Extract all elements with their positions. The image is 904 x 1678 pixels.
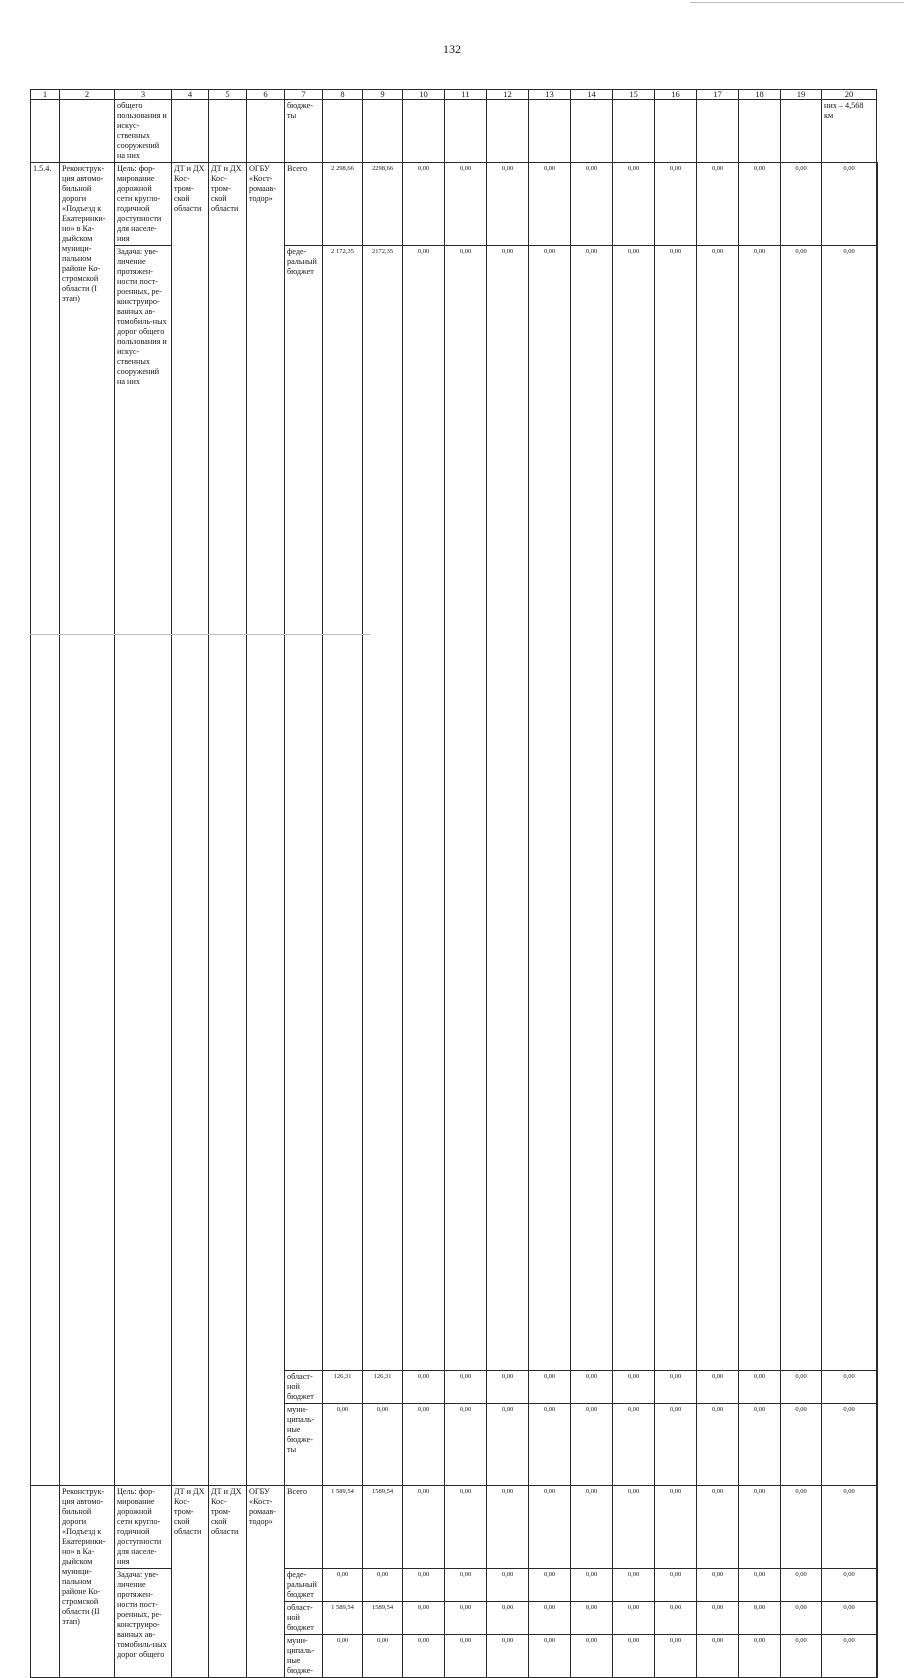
continuation-source-text: бюдже-ты <box>285 100 323 163</box>
column-header-6: 6 <box>247 90 285 100</box>
s2-amount-year: 1589,54 <box>363 1486 403 1569</box>
s1-amount-cell: 0,00 <box>487 1371 529 1404</box>
s2-amount-cell: 0,00 <box>781 1486 822 1569</box>
s2-amount-cell: 0,00 <box>487 1635 529 1678</box>
column-header-12: 12 <box>487 90 529 100</box>
continuation-result-text: них – 4,568 км <box>822 100 877 163</box>
s2-amount-cell: 0,00 <box>613 1569 655 1602</box>
s2-amount-cell: 0,00 <box>571 1486 613 1569</box>
column-header-18: 18 <box>739 90 781 100</box>
page-number: 132 <box>443 42 461 56</box>
s2-amount-cell: 0,00 <box>403 1486 445 1569</box>
s1-amount-cell: 0,00 <box>529 246 571 1371</box>
s1-amount-cell: 0,00 <box>739 1404 781 1486</box>
s1-amount-cell: 0,00 <box>403 163 445 246</box>
s2-amount-cell: 0,00 <box>655 1602 697 1635</box>
s2-amount-cell: 0,00 <box>487 1486 529 1569</box>
s2-amount-total: 1 589,54 <box>323 1602 363 1635</box>
s1-amount-cell: 0,00 <box>613 163 655 246</box>
s1-goal-text: Цель: фор-мирование дорожной сети кругло-годичной доступности для населе-ния <box>115 163 172 246</box>
s2-amount-cell: 0,00 <box>822 1635 877 1678</box>
s2-amount-cell: 0,00 <box>781 1569 822 1602</box>
continuation-task-text: общего пользования и искус-ственных сооружений на них <box>115 100 172 163</box>
s2-amount-cell: 0,00 <box>822 1486 877 1569</box>
s2-amount-cell: 0,00 <box>445 1635 487 1678</box>
s2-amount-cell: 0,00 <box>445 1569 487 1602</box>
s2-amount-cell: 0,00 <box>822 1569 877 1602</box>
s2-amount-cell: 0,00 <box>529 1635 571 1678</box>
s2-amount-cell: 0,00 <box>571 1569 613 1602</box>
column-header-15: 15 <box>613 90 655 100</box>
s2-amount-year: 0,00 <box>363 1635 403 1678</box>
s2-amount-cell: 0,00 <box>445 1602 487 1635</box>
s1-amount-cell: 0,00 <box>487 163 529 246</box>
column-header-20: 20 <box>822 90 877 100</box>
s2-funding-source: муни-ципаль-ные бюдже- <box>285 1635 323 1678</box>
s1-amount-total: 2 298,66 <box>323 163 363 246</box>
s1-amount-cell: 0,00 <box>822 246 877 1371</box>
s1-amount-cell: 0,00 <box>445 163 487 246</box>
s2-customer: ДТ и ДХ Кос-тром-ской области <box>172 1486 209 1678</box>
s2-amount-cell: 0,00 <box>655 1569 697 1602</box>
s1-amount-total: 2 172,35 <box>323 246 363 1371</box>
scan-top-edge-line <box>690 2 904 3</box>
column-header-19: 19 <box>781 90 822 100</box>
s1-amount-cell: 0,00 <box>655 246 697 1371</box>
s1-amount-cell: 0,00 <box>571 1371 613 1404</box>
s1-amount-cell: 0,00 <box>403 246 445 1371</box>
s1-amount-cell: 0,00 <box>781 1371 822 1404</box>
s2-amount-cell: 0,00 <box>529 1569 571 1602</box>
s2-amount-cell: 0,00 <box>739 1602 781 1635</box>
s1-amount-cell: 0,00 <box>739 163 781 246</box>
s1-amount-cell: 0,00 <box>613 246 655 1371</box>
column-header-9: 9 <box>363 90 403 100</box>
s2-amount-year: 1589,54 <box>363 1602 403 1635</box>
column-header-13: 13 <box>529 90 571 100</box>
s1-amount-cell: 0,00 <box>571 246 613 1371</box>
column-header-16: 16 <box>655 90 697 100</box>
s2-funding-source: феде-ральный бюджет <box>285 1569 323 1602</box>
s1-amount-cell: 0,00 <box>697 246 739 1371</box>
column-header-5: 5 <box>209 90 247 100</box>
s1-funding-row <box>31 246 878 1371</box>
s1-amount-cell: 0,00 <box>487 246 529 1371</box>
s1-amount-cell: 0,00 <box>529 163 571 246</box>
column-header-2: 2 <box>60 90 115 100</box>
s1-amount-cell: 0,00 <box>781 246 822 1371</box>
s1-amount-cell: 0,00 <box>571 163 613 246</box>
s1-amount-cell: 0,00 <box>739 1371 781 1404</box>
s1-amount-year: 0,00 <box>363 1404 403 1486</box>
s2-amount-cell: 0,00 <box>613 1602 655 1635</box>
s2-funding-row <box>31 1486 878 1569</box>
s2-goal-text: Цель: фор-мирование дорожной сети кругло-годичной доступности для населе-ния <box>115 1486 172 1569</box>
s2-event-name: Реконструк-ция автомо-бильной дороги «Подъезд к Екатеринки-но» в Ка-дыйском муници-пальном районе Ко-стромской области (II этап) <box>60 1486 115 1678</box>
s1-funding-source: област-ной бюджет <box>285 1371 323 1404</box>
s2-result-empty <box>877 1486 878 1678</box>
column-header-14: 14 <box>571 90 613 100</box>
s1-task-text: Задача: уве-личение протяжен-ности пост-роенных, ре-конструиро-ванных ав-томобиль-ных дорог общего пользования и искус-ственных сооружений на них <box>115 246 172 1486</box>
s2-executor: ОГБУ «Кост-ромаав-тодор» <box>247 1486 285 1678</box>
s1-executor: ОГБУ «Кост-ромаав-тодор» <box>247 163 285 1486</box>
s2-amount-total: 1 589,54 <box>323 1486 363 1569</box>
s2-amount-cell: 0,00 <box>403 1635 445 1678</box>
s1-amount-cell: 0,00 <box>822 1371 877 1404</box>
s2-amount-cell: 0,00 <box>613 1635 655 1678</box>
s1-amount-cell: 0,00 <box>655 163 697 246</box>
s2-amount-year: 0,00 <box>363 1569 403 1602</box>
s2-amount-cell: 0,00 <box>529 1486 571 1569</box>
s2-amount-cell: 0,00 <box>487 1602 529 1635</box>
column-header-11: 11 <box>445 90 487 100</box>
s1-event-name: Реконструк-ция автомо-бильной дороги «Подъезд к Екатеринки-но» в Ка-дыйском муници-пальном районе Ко-стромской области (I этап) <box>60 163 115 1486</box>
s2-amount-cell: 0,00 <box>655 1635 697 1678</box>
s1-amount-cell: 0,00 <box>822 1404 877 1486</box>
s1-amount-cell: 0,00 <box>445 246 487 1371</box>
s2-task-text: Задача: уве-личение протяжен-ности пост-роенных, ре-конструиро-ванных ав-томобиль-ных дорог общего <box>115 1569 172 1678</box>
s2-item-number <box>31 1486 60 1678</box>
s1-amount-cell: 0,00 <box>445 1404 487 1486</box>
s1-amount-cell: 0,00 <box>655 1371 697 1404</box>
s2-amount-cell: 0,00 <box>403 1602 445 1635</box>
s2-amount-cell: 0,00 <box>571 1602 613 1635</box>
column-header-7: 7 <box>285 90 323 100</box>
s1-amount-total: 0,00 <box>323 1404 363 1486</box>
s1-item-number: 1.5.4. <box>31 163 60 1486</box>
s2-amount-total: 0,00 <box>323 1635 363 1678</box>
s2-funding-source: област-ной бюджет <box>285 1602 323 1635</box>
s1-amount-cell: 0,00 <box>613 1371 655 1404</box>
s1-amount-cell: 0,00 <box>655 1404 697 1486</box>
s1-amount-year: 126,31 <box>363 1371 403 1404</box>
s2-funding-source: Всего <box>285 1486 323 1569</box>
continuation-row <box>31 100 878 163</box>
s2-amount-cell: 0,00 <box>697 1602 739 1635</box>
s1-amount-cell: 0,00 <box>529 1404 571 1486</box>
s2-amount-cell: 0,00 <box>403 1569 445 1602</box>
s1-result-text <box>877 163 878 1486</box>
column-header-10: 10 <box>403 90 445 100</box>
s1-amount-cell: 0,00 <box>697 1371 739 1404</box>
scan-bottom-edge-line <box>30 634 370 635</box>
s1-amount-cell: 0,00 <box>529 1371 571 1404</box>
s2-coordinator: ДТ и ДХ Кос-тром-ской области <box>209 1486 247 1678</box>
s2-amount-cell: 0,00 <box>697 1569 739 1602</box>
s1-amount-cell: 0,00 <box>487 1404 529 1486</box>
s1-amount-cell: 0,00 <box>403 1371 445 1404</box>
s1-funding-source: муни-ципаль-ные бюдже-ты <box>285 1404 323 1486</box>
s1-amount-cell: 0,00 <box>445 1371 487 1404</box>
column-header-3: 3 <box>115 90 172 100</box>
s2-amount-cell: 0,00 <box>739 1635 781 1678</box>
s1-amount-cell: 0,00 <box>697 1404 739 1486</box>
s1-amount-year: 2172,35 <box>363 246 403 1371</box>
s2-amount-total: 0,00 <box>323 1569 363 1602</box>
s2-amount-cell: 0,00 <box>655 1486 697 1569</box>
s2-amount-cell: 0,00 <box>487 1569 529 1602</box>
s2-amount-cell: 0,00 <box>697 1635 739 1678</box>
s1-amount-cell: 0,00 <box>739 246 781 1371</box>
column-header-8: 8 <box>323 90 363 100</box>
s2-amount-cell: 0,00 <box>697 1486 739 1569</box>
column-header-1: 1 <box>31 90 60 100</box>
s1-amount-cell: 0,00 <box>571 1404 613 1486</box>
s1-coordinator: ДТ и ДХ Кос-тром-ской области <box>209 163 247 1486</box>
s1-amount-cell: 0,00 <box>822 163 877 246</box>
s1-funding-source: феде-ральный бюджет <box>285 246 323 1371</box>
budget-table <box>30 89 878 1678</box>
s2-amount-cell: 0,00 <box>739 1486 781 1569</box>
s2-amount-cell: 0,00 <box>613 1486 655 1569</box>
s1-amount-cell: 0,00 <box>781 163 822 246</box>
s2-amount-cell: 0,00 <box>529 1602 571 1635</box>
s1-amount-cell: 0,00 <box>697 163 739 246</box>
s2-amount-cell: 0,00 <box>445 1486 487 1569</box>
column-header-4: 4 <box>172 90 209 100</box>
s2-amount-cell: 0,00 <box>739 1569 781 1602</box>
s2-amount-cell: 0,00 <box>571 1635 613 1678</box>
s1-amount-year: 2298,66 <box>363 163 403 246</box>
s1-customer: ДТ и ДХ Кос-тром-ской области <box>172 163 209 1486</box>
s1-funding-row <box>31 163 878 246</box>
s2-funding-row <box>31 1569 878 1602</box>
column-header-17: 17 <box>697 90 739 100</box>
s1-amount-cell: 0,00 <box>613 1404 655 1486</box>
s1-funding-source: Всего <box>285 163 323 246</box>
s2-amount-cell: 0,00 <box>822 1602 877 1635</box>
s2-amount-cell: 0,00 <box>781 1635 822 1678</box>
s1-amount-total: 126,31 <box>323 1371 363 1404</box>
s2-amount-cell: 0,00 <box>781 1602 822 1635</box>
s1-amount-cell: 0,00 <box>403 1404 445 1486</box>
s1-amount-cell: 0,00 <box>781 1404 822 1486</box>
